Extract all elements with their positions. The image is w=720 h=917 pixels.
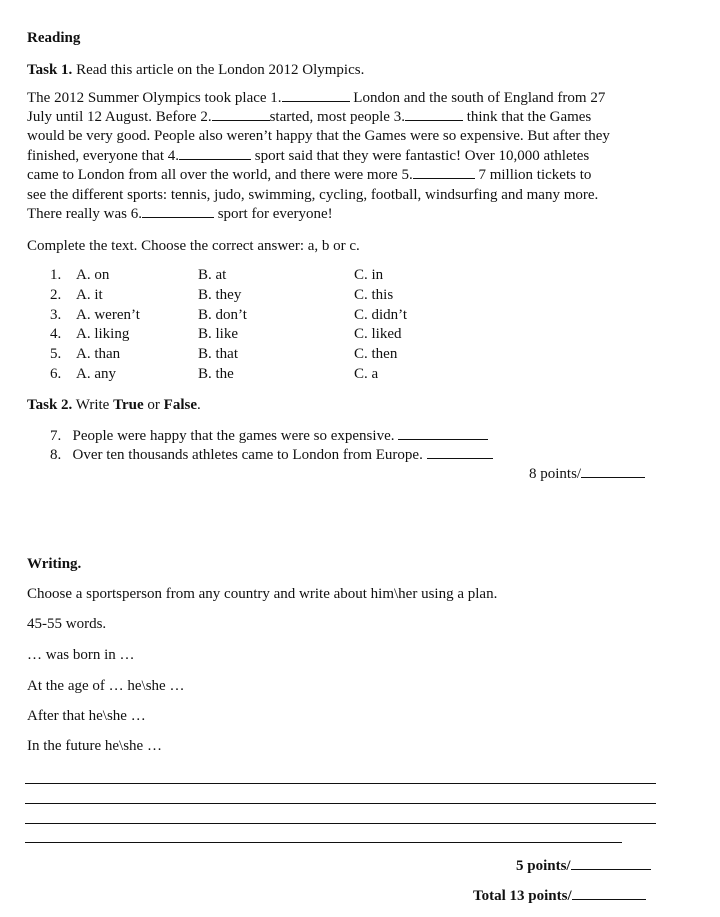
points-label: 8 points/ [529, 466, 582, 482]
writing-line[interactable] [25, 842, 622, 843]
article-text: London and the south of England from 27 [353, 90, 606, 106]
reading-score-blank[interactable] [581, 465, 645, 478]
answer-blank-5[interactable] [413, 166, 475, 179]
statement-text: Over ten thousands athletes came to London from Europe. [72, 447, 423, 463]
article-line-7 [27, 205, 333, 224]
option-a[interactable]: A. than [76, 346, 121, 362]
total-label: Total 13 points/ [473, 888, 572, 904]
plan-item: At the age of … he\she … [27, 678, 185, 694]
task2-line: Task 2. Write True or False. [27, 397, 201, 413]
task2-true: True [113, 397, 144, 413]
article-line-3: would be very good. People also weren’t happy that the Games were so expensive. But after they [27, 128, 610, 144]
article-text: started, most people 3. [269, 109, 405, 125]
task2-false: False [163, 397, 197, 413]
plan-item: In the future he\she … [27, 738, 162, 754]
article-line-4 [27, 147, 589, 166]
points-label: 5 points/ [516, 858, 571, 874]
task2-label: Task 2. [27, 397, 73, 413]
option-c[interactable]: C. didn’t [354, 307, 408, 323]
option-number: 2. [50, 287, 62, 303]
article-text: 7 million tickets to [478, 167, 592, 183]
task2-text: or [147, 397, 160, 413]
answer-blank-2[interactable] [212, 108, 270, 121]
task1-line [27, 61, 364, 80]
reading-points [529, 465, 645, 484]
statement-number: 8. [50, 447, 62, 463]
total-points [473, 887, 646, 906]
option-number: 6. [50, 366, 62, 382]
answer-blank-3[interactable] [405, 108, 463, 121]
option-c[interactable]: C. then [354, 346, 398, 362]
writing-instruction: Choose a sportsperson from any country and write about him\her using a plan. [27, 586, 498, 602]
option-number: 1. [50, 267, 62, 283]
option-c[interactable]: C. in [354, 267, 384, 283]
option-c[interactable]: C. a [354, 366, 379, 382]
option-a[interactable]: A. liking [76, 326, 130, 342]
option-b[interactable]: B. like [198, 326, 238, 342]
writing-heading: Writing. [27, 556, 82, 572]
plan-item: After that he\she … [27, 708, 146, 724]
article-line-5 [27, 166, 591, 185]
statement-number: 7. [50, 428, 62, 444]
option-number: 3. [50, 307, 62, 323]
option-b[interactable]: B. they [198, 287, 242, 303]
true-false-blank-7[interactable] [398, 427, 488, 440]
answer-blank-6[interactable] [142, 205, 214, 218]
writing-line[interactable] [25, 803, 656, 804]
option-number: 5. [50, 346, 62, 362]
writing-score-blank[interactable] [571, 857, 651, 870]
writing-line[interactable] [25, 783, 656, 784]
article-text: sport said that they were fantastic! Over 10,000 athletes [254, 148, 590, 164]
article-text: sport for everyone! [217, 206, 333, 222]
option-c[interactable]: C. liked [354, 326, 402, 342]
article-line-2 [27, 108, 591, 127]
statement-row [50, 427, 488, 445]
answer-blank-1[interactable] [282, 89, 350, 102]
plan-item: … was born in … [27, 647, 135, 663]
option-a[interactable]: A. on [76, 267, 110, 283]
word-count: 45-55 words. [27, 616, 107, 632]
reading-heading: Reading [27, 30, 81, 46]
true-false-blank-8[interactable] [427, 446, 493, 459]
article-text: The 2012 Summer Olympics took place 1. [27, 90, 282, 106]
total-score-blank[interactable] [572, 887, 646, 900]
article-text: There really was 6. [27, 206, 142, 222]
writing-points [516, 857, 651, 876]
task1-label: Task 1. [27, 62, 73, 78]
statement-row [50, 446, 493, 464]
option-b[interactable]: B. that [198, 346, 238, 362]
option-number: 4. [50, 326, 62, 342]
writing-line[interactable] [25, 823, 656, 824]
article-text: July until 12 August. Before 2. [27, 109, 212, 125]
option-b[interactable]: B. don’t [198, 307, 247, 323]
option-a[interactable]: A. weren’t [76, 307, 140, 323]
choose-instruction: Complete the text. Choose the correct answer: a, b or c. [27, 238, 360, 254]
article-line-6: see the different sports: tennis, judo, swimming, cycling, football, windsurfing and many more. [27, 187, 599, 203]
option-b[interactable]: B. the [198, 366, 234, 382]
option-b[interactable]: B. at [198, 267, 227, 283]
task2-text: Write [75, 397, 110, 413]
article-line-1 [27, 89, 605, 108]
answer-blank-4[interactable] [179, 147, 251, 160]
option-a[interactable]: A. any [76, 366, 116, 382]
article-text: came to London from all over the world, and there were more 5. [27, 167, 413, 183]
task1-text: Read this article on the London 2012 Olympics. [76, 62, 365, 78]
option-a[interactable]: A. it [76, 287, 103, 303]
article-text: finished, everyone that 4. [27, 148, 180, 164]
option-c[interactable]: C. this [354, 287, 394, 303]
article-text: think that the Games [466, 109, 592, 125]
statement-text: People were happy that the games were so expensive. [72, 428, 395, 444]
